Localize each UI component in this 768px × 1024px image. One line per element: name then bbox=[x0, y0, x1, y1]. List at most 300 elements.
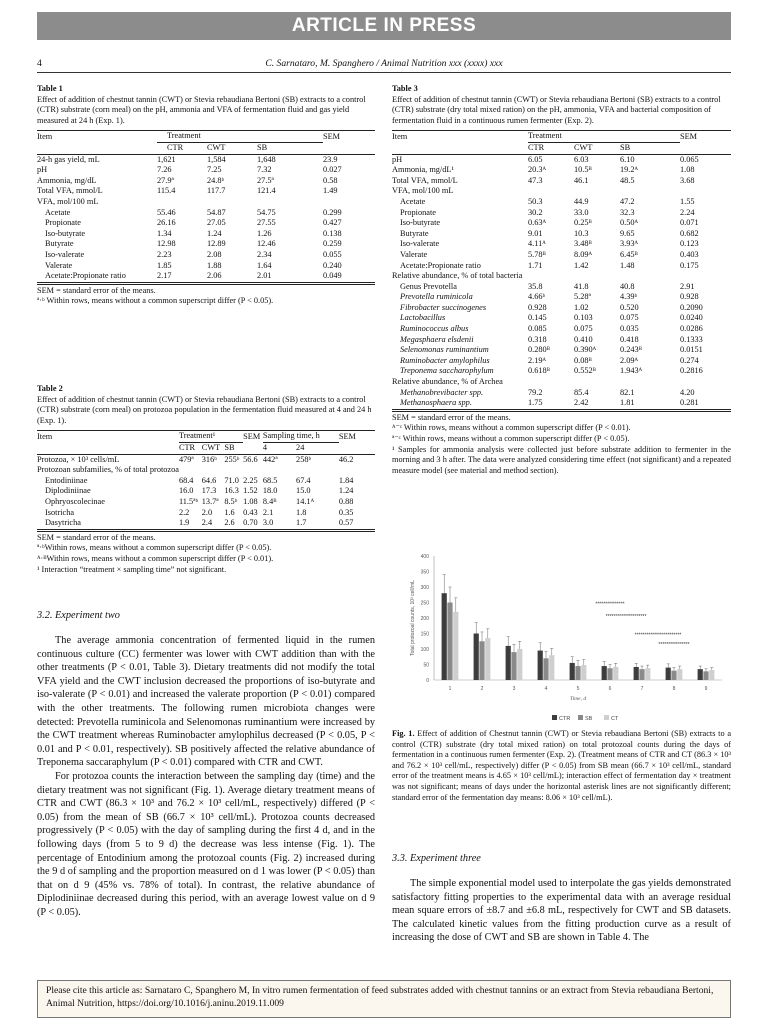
cell-sb bbox=[257, 197, 323, 208]
bar-sb bbox=[543, 658, 548, 680]
x-tick-label: 5 bbox=[576, 686, 580, 692]
cell-cwt: 2.0 bbox=[201, 507, 213, 517]
table1-caption bbox=[37, 84, 375, 126]
table-row bbox=[392, 154, 731, 165]
cell-ctr: 479ª bbox=[178, 454, 194, 464]
cell-ctr: 55.46 bbox=[157, 207, 176, 217]
table-row bbox=[392, 229, 731, 240]
cell-sem: 3.68 bbox=[680, 175, 695, 185]
table3-footnotes bbox=[392, 411, 731, 477]
row-label: Ammonia, mg/dL¹ bbox=[392, 165, 454, 175]
cell-sem: 56.6 bbox=[243, 454, 258, 464]
row-label: Butyrate bbox=[400, 228, 429, 238]
table-row bbox=[392, 377, 731, 388]
table-row bbox=[37, 465, 375, 476]
cell-cwt: 17.3 bbox=[201, 486, 217, 496]
cell-ctr: 1.34 bbox=[157, 228, 172, 238]
row-label: Ruminobacter amylophilus bbox=[400, 355, 490, 365]
table2-header-cwt: CWT bbox=[202, 442, 225, 454]
cell-sb: 1,648 bbox=[257, 154, 276, 164]
table2-footnote: SEM = standard error of the means. bbox=[37, 532, 156, 542]
cell-sb: 7.32 bbox=[257, 165, 272, 175]
cell-sb: 48.5 bbox=[620, 175, 635, 185]
cell-cwt bbox=[574, 186, 620, 197]
x-tick-label: 6 bbox=[608, 686, 612, 692]
cell-sem: 1.08 bbox=[243, 496, 258, 506]
cell-sem: 0.43 bbox=[243, 507, 258, 517]
table3-header-treatment: Treatment bbox=[528, 131, 562, 141]
bar-sb bbox=[447, 603, 452, 681]
table2-label: Table 2 bbox=[37, 384, 63, 393]
cell-h4: 8.4ᴮ bbox=[262, 496, 277, 506]
row-label: Acetate:Propionate ratio bbox=[45, 271, 126, 281]
table2-footnote: ᴬ·ᴮWithin rows, means without a common superscript differ (P < 0.01). bbox=[37, 553, 274, 563]
cell-sb: 1.48 bbox=[620, 260, 635, 270]
table-row bbox=[392, 324, 731, 335]
table-row bbox=[37, 239, 375, 250]
table3-block bbox=[392, 84, 731, 476]
cell-sem: 0.1333 bbox=[680, 334, 703, 344]
table-row bbox=[37, 486, 375, 497]
cell-h24: 258ᵇ bbox=[296, 454, 312, 464]
cell-sem: 0.682 bbox=[680, 228, 699, 238]
cell-ctr: 0.145 bbox=[528, 313, 547, 323]
table2-footnotes bbox=[37, 531, 375, 575]
cell-h4: 442ª bbox=[262, 454, 278, 464]
x-tick-label: 7 bbox=[640, 686, 644, 692]
cell-ctr: 4.66ᵇ bbox=[528, 292, 546, 302]
y-tick-label: 50 bbox=[423, 662, 429, 669]
bar-ct bbox=[677, 669, 682, 680]
bar-ctr bbox=[698, 669, 703, 680]
table3 bbox=[392, 130, 731, 409]
asterisk-line: *************** bbox=[595, 601, 625, 608]
row-label: Selenomonas ruminantium bbox=[400, 345, 489, 355]
cell-sb: 0.243ᴮ bbox=[620, 345, 642, 355]
table3-header-sem: SEM bbox=[680, 131, 698, 141]
cell-sb bbox=[224, 465, 243, 476]
cell-ctr: 0.085 bbox=[528, 324, 547, 334]
x-tick-label: 3 bbox=[512, 686, 516, 692]
table-row bbox=[37, 218, 375, 229]
cell-ctr bbox=[528, 186, 574, 197]
cell-sem2: 1.24 bbox=[338, 486, 354, 496]
table1-header-item: Item bbox=[37, 131, 53, 141]
cell-cwt: 27.05 bbox=[207, 218, 226, 228]
cell-sb: 82.1 bbox=[620, 387, 635, 397]
table3-footnote: ¹ Samples for ammonia analysis were collected just before substrate addition to fermenter in the morning and 3 h after. The data were analyzed considering time effect (not significant) and a repeated measure model (see material and method section). bbox=[392, 444, 731, 475]
y-tick-label: 100 bbox=[420, 647, 429, 653]
bar-sb bbox=[671, 671, 676, 680]
cell-h4: 2.1 bbox=[262, 507, 274, 517]
table2-header-treatment: Treatment¹ bbox=[178, 431, 216, 441]
cell-sb: 71.0 bbox=[224, 475, 239, 485]
cell-sb: 32.3 bbox=[620, 207, 635, 217]
table2-caption-text: Effect of addition of chestnut tannin (CWT) or Stevia rebaudiana Bertoni (SB) extracts to a control (CTR) substrate (corn meal) on protozoa population in the fermentation fluid measured at 4 and 24 h (Exp. 1). bbox=[37, 394, 372, 425]
cell-sb bbox=[620, 186, 680, 197]
cell-cwt: 0.552ᴮ bbox=[574, 366, 596, 376]
cell-h4: 18.0 bbox=[262, 486, 278, 496]
table1-label: Table 1 bbox=[37, 84, 63, 93]
bar-ct bbox=[485, 638, 490, 680]
section-heading-experiment-two: 3.2. Experiment two bbox=[37, 610, 120, 621]
y-tick-label: 400 bbox=[420, 554, 429, 560]
table-row bbox=[37, 208, 375, 219]
x-axis-label: Time, d bbox=[569, 696, 587, 702]
cell-ctr: 0.618ᴮ bbox=[528, 366, 550, 376]
citation-box: Please cite this article as: Sarnataro C, Spanghero M, In vitro rumen fermentation of feed substrates added with chestnut tannins or an extract from Stevia rebaudiana Bertoni, Animal Nutrition, https://doi.org/10.1016/j.aninu.2019.11.009 bbox=[37, 980, 731, 1018]
cell-cwt bbox=[207, 197, 257, 208]
row-label: Ophryoscolecinae bbox=[45, 496, 105, 506]
table-row bbox=[37, 165, 375, 176]
cell-ctr: 4.11ᴬ bbox=[528, 239, 546, 249]
table1-header-cwt: CWT bbox=[207, 142, 257, 154]
row-label: Dasytricha bbox=[45, 518, 81, 528]
cell-cwt: 7.25 bbox=[207, 165, 222, 175]
bar-ctr bbox=[602, 666, 607, 680]
row-label: 24-h gas yield, mL bbox=[37, 154, 100, 164]
row-label: Iso-butyrate bbox=[45, 228, 86, 238]
cell-ctr: 115.4 bbox=[157, 186, 176, 196]
cell-sb: 1.26 bbox=[257, 228, 272, 238]
cell-sb: 0.520 bbox=[620, 302, 639, 312]
figure1-bar-chart bbox=[392, 548, 732, 724]
cell-cwt: 44.9 bbox=[574, 196, 589, 206]
legend-swatch bbox=[578, 715, 583, 720]
row-label: Butyrate bbox=[45, 239, 74, 249]
cell-cwt: 2.08 bbox=[207, 249, 222, 259]
cell-cwt: 0.08ᴮ bbox=[574, 355, 592, 365]
cell-ctr: 12.98 bbox=[157, 239, 176, 249]
cell-sb: 2.34 bbox=[257, 249, 272, 259]
legend-swatch bbox=[552, 715, 557, 720]
header-rule bbox=[37, 72, 731, 73]
bar-ct bbox=[549, 655, 554, 680]
cell-sb: 0.075 bbox=[620, 313, 639, 323]
cell-sem: 0.049 bbox=[323, 271, 342, 281]
figure1-caption-label: Fig. 1. bbox=[392, 729, 415, 738]
cell-sem bbox=[243, 465, 263, 476]
row-label: Megasphaera elsdenii bbox=[400, 334, 474, 344]
cell-sem: 4.20 bbox=[680, 387, 695, 397]
cell-ctr: 5.78ᴮ bbox=[528, 249, 546, 259]
cell-cwt: 54.87 bbox=[207, 207, 226, 217]
table3-footnote: ª⁻ᶜ Within rows, means without a common superscript differ (P < 0.05). bbox=[392, 434, 630, 443]
cell-cwt: 2.06 bbox=[207, 271, 222, 281]
cell-sem: 0.427 bbox=[323, 218, 342, 228]
row-label: Valerate bbox=[45, 260, 73, 270]
bar-ct bbox=[517, 649, 522, 680]
cell-sem: 0.70 bbox=[243, 518, 258, 528]
cell-cwt: 41.8 bbox=[574, 281, 589, 291]
y-tick-label: 150 bbox=[420, 631, 429, 638]
cell-sb: 8.5ᵇ bbox=[224, 496, 238, 506]
table1-footnote: SEM = standard error of the means. bbox=[37, 285, 156, 295]
cell-ctr: 79.2 bbox=[528, 387, 543, 397]
cell-cwt bbox=[574, 377, 620, 388]
cell-ctr: 2.19ᴬ bbox=[528, 355, 547, 365]
bar-sb bbox=[607, 668, 612, 680]
bar-ct bbox=[645, 668, 650, 680]
table2-header-ctr: CTR bbox=[179, 442, 202, 454]
bar-sb bbox=[479, 641, 484, 680]
bar-ct bbox=[709, 670, 714, 680]
table2-block bbox=[37, 384, 375, 575]
cell-sem: 0.259 bbox=[323, 239, 342, 249]
table1-block bbox=[37, 84, 375, 307]
x-tick-label: 2 bbox=[480, 686, 484, 692]
cell-cwt: 0.075 bbox=[574, 324, 593, 334]
cell-sem: 0.071 bbox=[680, 218, 699, 228]
legend-label: SB bbox=[585, 716, 593, 722]
table2-header-sampling: Sampling time, h bbox=[262, 431, 320, 441]
cell-sb: 6.45ᴮ bbox=[620, 249, 638, 259]
table1-footnotes bbox=[37, 284, 375, 307]
cell-sem: 0.027 bbox=[323, 165, 342, 175]
bar-ctr bbox=[442, 593, 447, 680]
cell-sb: 1.6 bbox=[224, 507, 235, 517]
table3-header-cwt: CWT bbox=[574, 142, 620, 154]
row-label: Acetate bbox=[400, 196, 426, 206]
cell-cwt bbox=[202, 465, 225, 476]
table-row bbox=[392, 335, 731, 346]
cell-ctr: 26.16 bbox=[157, 218, 176, 228]
row-label: VFA, mol/100 mL bbox=[392, 186, 454, 196]
cell-ctr: 30.2 bbox=[528, 207, 543, 217]
row-label: Lactobacillus bbox=[400, 313, 446, 323]
cell-sem: 0.138 bbox=[323, 228, 342, 238]
cell-ctr: 2.23 bbox=[157, 249, 172, 259]
table-row bbox=[37, 476, 375, 487]
bar-sb bbox=[639, 669, 644, 680]
y-tick-label: 0 bbox=[426, 678, 429, 684]
cell-sem: 0.403 bbox=[680, 249, 699, 259]
cell-ctr: 6.05 bbox=[528, 154, 543, 164]
bar-sb bbox=[575, 666, 580, 680]
row-label: Genus Prevotella bbox=[400, 281, 457, 291]
table-row bbox=[392, 303, 731, 314]
x-tick-label: 4 bbox=[544, 686, 548, 692]
cell-h4: 68.5 bbox=[262, 475, 278, 485]
cell-ctr bbox=[179, 465, 202, 476]
table-row bbox=[37, 508, 375, 519]
row-label: pH bbox=[37, 165, 48, 175]
cell-sem: 23.9 bbox=[323, 154, 338, 164]
row-label: Acetate bbox=[45, 207, 71, 217]
cell-cwt: 316ᵇ bbox=[201, 454, 217, 464]
row-label: Total VFA, mmol/L bbox=[37, 186, 103, 196]
cell-ctr: 47.3 bbox=[528, 175, 543, 185]
paragraph: For protozoa counts the interaction between the sampling day (time) and the dietary treatment was not significant (Fig. 1). Average dietary treatment means of CTR and CWT (86.3 × 10³ and 76.2 × 10³ cell/mL, respectively) differed (P < 0.05) from the mean of SB (66.7 × 10³ cell/mL). Protozoa counts decreased progressively (P < 0.05) with the day of sampling during the first 4 d, and in the following days (from 5 to 9 d) the decrease was less intense (Fig. 1). The percentage of Entodinium among the protozoal counts (Fig. 2) increased during the 9 d of sampling and the proportion measured on d 1 was lower (P < 0.05) than that on d 9 (45% vs. 78% of total). In contrast, the relative abundance of Diplodiniinae decreased during this period, with an average lowest value on d 9 (P < 0.05). bbox=[37, 770, 375, 918]
cell-sem2 bbox=[339, 465, 375, 476]
cell-sem: 1.55 bbox=[680, 196, 695, 206]
table3-label: Table 3 bbox=[392, 84, 418, 93]
table-row bbox=[37, 186, 375, 197]
table-row bbox=[392, 250, 731, 261]
table1 bbox=[37, 130, 375, 282]
figure1-caption bbox=[392, 729, 731, 803]
paragraph: The simple exponential model used to interpolate the gas yields demonstrated satisfactory fitting properties to the experimental data with an average residual mean square errors of ±8.7 and ±6.8 mL, respectively for CWT and SB datasets. The calculated kinetic values from the fitting production curve as a result of increasing the dose of CWT and SB are shown in Table 4. The bbox=[392, 878, 731, 944]
cell-cwt: 12.89 bbox=[207, 239, 226, 249]
table-row bbox=[392, 313, 731, 324]
running-head-authors: C. Sarnataro, M. Spanghero / Animal Nutrition xxx (xxxx) xxx bbox=[265, 58, 503, 69]
cell-ctr: 35.8 bbox=[528, 281, 543, 291]
table-row bbox=[392, 218, 731, 229]
cell-sb: 0.418 bbox=[620, 334, 639, 344]
row-label: Relative abundance, % of total bacteria bbox=[392, 271, 523, 281]
cell-sem: 2.25 bbox=[243, 475, 258, 485]
table-row bbox=[37, 497, 375, 508]
cell-sb: 2.09ᴬ bbox=[620, 355, 639, 365]
row-label: Protozoa, × 10³ cells/mL bbox=[37, 454, 120, 464]
table-row bbox=[37, 197, 375, 208]
cell-sem2: 0.57 bbox=[338, 518, 354, 528]
cell-sb: 1.81 bbox=[620, 398, 635, 408]
table-row bbox=[37, 518, 375, 529]
cell-h4: 3.0 bbox=[262, 518, 274, 528]
table-row bbox=[37, 454, 375, 465]
bar-ctr bbox=[474, 634, 479, 681]
cell-ctr: 50.3 bbox=[528, 196, 543, 206]
cell-cwt: 33.0 bbox=[574, 207, 589, 217]
y-tick-label: 300 bbox=[420, 585, 429, 591]
section33-body bbox=[392, 877, 731, 945]
table3-footnote: SEM = standard error of the means. bbox=[392, 412, 511, 422]
cell-cwt: 24.8ᵇ bbox=[207, 175, 225, 185]
cell-sb: 16.3 bbox=[224, 486, 239, 496]
table-row bbox=[37, 261, 375, 272]
cell-h4 bbox=[263, 465, 296, 476]
cell-cwt: 85.4 bbox=[574, 387, 589, 397]
row-label: Iso-valerate bbox=[45, 249, 85, 259]
cell-cwt: 1.88 bbox=[207, 260, 222, 270]
row-label: Protozoan subfamilies, % of total protozoa bbox=[37, 465, 179, 475]
section-heading-experiment-three: 3.3. Experiment three bbox=[392, 853, 481, 864]
cell-sem2: 0.35 bbox=[338, 507, 354, 517]
cell-h24: 15.0 bbox=[296, 486, 311, 496]
cell-sb bbox=[620, 271, 680, 282]
cell-sem: 0.123 bbox=[680, 239, 699, 249]
table2-header-sb: SB bbox=[224, 442, 243, 454]
table-row bbox=[392, 239, 731, 250]
cell-cwt: 10.3 bbox=[574, 228, 589, 238]
cell-sb: 255ᵇ bbox=[224, 454, 240, 464]
table3-header-item: Item bbox=[392, 131, 408, 141]
cell-sb: 12.46 bbox=[257, 239, 276, 249]
table1-header-treatment: Treatment bbox=[167, 131, 201, 141]
cell-sem: 0.2816 bbox=[680, 366, 703, 376]
row-label: Total VFA, mmol/L bbox=[392, 175, 458, 185]
row-label: Iso-butyrate bbox=[400, 218, 441, 228]
cell-sb: 0.50ᴬ bbox=[620, 218, 639, 228]
asterisk-line: ********************* bbox=[605, 614, 647, 620]
cell-sb: 0.035 bbox=[620, 324, 639, 334]
cell-sb: 54.75 bbox=[257, 207, 276, 217]
x-tick-label: 9 bbox=[704, 686, 708, 692]
table2-caption bbox=[37, 384, 375, 426]
cell-cwt: 10.5ᴮ bbox=[574, 165, 592, 175]
cell-ctr: 0.63ᴬ bbox=[528, 218, 547, 228]
cell-sb: 4.39ᵇ bbox=[620, 292, 638, 302]
cell-cwt: 3.48ᴮ bbox=[574, 239, 592, 249]
cell-sem: 2.91 bbox=[680, 281, 695, 291]
row-label: Entodiniinae bbox=[45, 475, 88, 485]
row-label: Treponema saccharophylum bbox=[400, 366, 494, 376]
cell-ctr: 1.71 bbox=[528, 260, 543, 270]
table-row bbox=[392, 345, 731, 356]
cell-cwt: 8.09ᴬ bbox=[574, 249, 593, 259]
cell-sem: 0.055 bbox=[323, 249, 342, 259]
cell-sb: 27.55 bbox=[257, 218, 276, 228]
table1-footnote: ª·ᵇ Within rows, means without a common superscript differ (P < 0.05). bbox=[37, 296, 274, 306]
cell-ctr: 1.9 bbox=[178, 518, 190, 528]
cell-sb: 2.6 bbox=[224, 518, 235, 528]
paragraph: The average ammonia concentration of fermented liquid in the rumen continuous culture (CC) fermenter was lower with CWT addition than with the other treatments (P < 0.01, Table 3). Dietary treatments did not modify the total VFA yield and the CWT inclusion decreased the proportions of iso-butyrate and iso-valerate (P < 0.01) and increased the valerate proportion (P < 0.01) compared with the other treatments. The following rumen microbiota changes were detected: Prevotella ruminicola and Selenomonas ruminantium were increased by the CWT treatment whereas Ruminobacter amylophilus decreased (P < 0.05, P < 0.01 and P < 0.01, respectively). SB positively affected the relative abundance of Treponema saccaraphylum (P < 0.01) compared with CTR and CWT. bbox=[37, 635, 375, 769]
table-row bbox=[37, 271, 375, 282]
row-label: Propionate bbox=[400, 207, 436, 217]
cell-cwt: 2.4 bbox=[201, 518, 213, 528]
cell-cwt: 1.24 bbox=[207, 228, 222, 238]
table-row bbox=[392, 165, 731, 176]
table3-header-ctr: CTR bbox=[528, 142, 574, 154]
row-label: Ammonia, mg/dL bbox=[37, 175, 97, 185]
table2-header-item: Item bbox=[37, 431, 53, 441]
cell-h24: 67.4 bbox=[296, 475, 311, 485]
row-label: Methanosphaera spp. bbox=[400, 398, 472, 408]
cell-ctr: 2.17 bbox=[157, 271, 172, 281]
row-label: Isotricha bbox=[45, 507, 75, 517]
cell-sem: 0.274 bbox=[680, 355, 699, 365]
cell-cwt: 64.6 bbox=[201, 475, 217, 485]
cell-sem: 1.52 bbox=[243, 486, 258, 496]
cell-cwt bbox=[574, 271, 620, 282]
table-row bbox=[392, 261, 731, 272]
cell-ctr: 0.318 bbox=[528, 334, 547, 344]
row-label: pH bbox=[392, 154, 403, 164]
cell-sb: 9.65 bbox=[620, 228, 635, 238]
cell-ctr: 2.2 bbox=[178, 507, 190, 517]
figure1-caption-text: Effect of addition of Chestnut tannin (CWT) or Stevia rebaudiana Bertoni (SB) extracts to a control (CTR) substrate (dry total mixed ration) on total protozoal counts during the days of fermentation in a continuous rumen fermenter (Exp. 2). (Treatment means of CTR and CT (86.3 × 10³ and 76.2 × 10³ cell/mL, respectively) differ (P < 0.05) from SB mean (66.7 × 10³ cell/mL, standard error of the treatment means is 4.65 × 10³ cell/mL); interaction effect of fermentation day × treatment was not significant; means of days under the horizontal asterisk lines are not significantly different; standard error of the fermentation day means: 8.06 × 10³ cell/mL). bbox=[392, 729, 731, 802]
cell-h24 bbox=[296, 465, 339, 476]
bar-sb bbox=[703, 671, 708, 680]
cell-ctr: 7.26 bbox=[157, 165, 172, 175]
cell-sb: 47.2 bbox=[620, 196, 635, 206]
cell-sem: 0.0286 bbox=[680, 324, 703, 334]
asterisk-line: **************** bbox=[658, 641, 690, 648]
cell-cwt: 0.390ᴬ bbox=[574, 345, 597, 355]
table2-header-24h: 24 bbox=[296, 442, 339, 454]
cell-sem: 0.299 bbox=[323, 207, 342, 217]
cell-sem: 2.24 bbox=[680, 207, 695, 217]
cell-cwt: 46.1 bbox=[574, 175, 589, 185]
table3-header-sb: SB bbox=[620, 142, 680, 154]
cell-sem2: 1.84 bbox=[338, 475, 354, 485]
cell-sem: 0.0151 bbox=[680, 345, 703, 355]
cell-sb: 40.8 bbox=[620, 281, 635, 291]
y-tick-label: 350 bbox=[420, 569, 429, 576]
cell-cwt: 0.410 bbox=[574, 334, 593, 344]
table2-header-4h: 4 bbox=[263, 442, 296, 454]
table1-header-sem: SEM bbox=[323, 131, 341, 141]
cell-cwt: 1.42 bbox=[574, 260, 589, 270]
cell-sem: 0.240 bbox=[323, 260, 342, 270]
bar-ctr bbox=[538, 651, 543, 680]
bar-ctr bbox=[570, 663, 575, 680]
cell-sem2: 46.2 bbox=[338, 454, 354, 464]
cell-sem bbox=[680, 377, 731, 388]
cell-sem: 0.928 bbox=[680, 292, 699, 302]
cell-cwt: 5.28ª bbox=[574, 292, 591, 302]
